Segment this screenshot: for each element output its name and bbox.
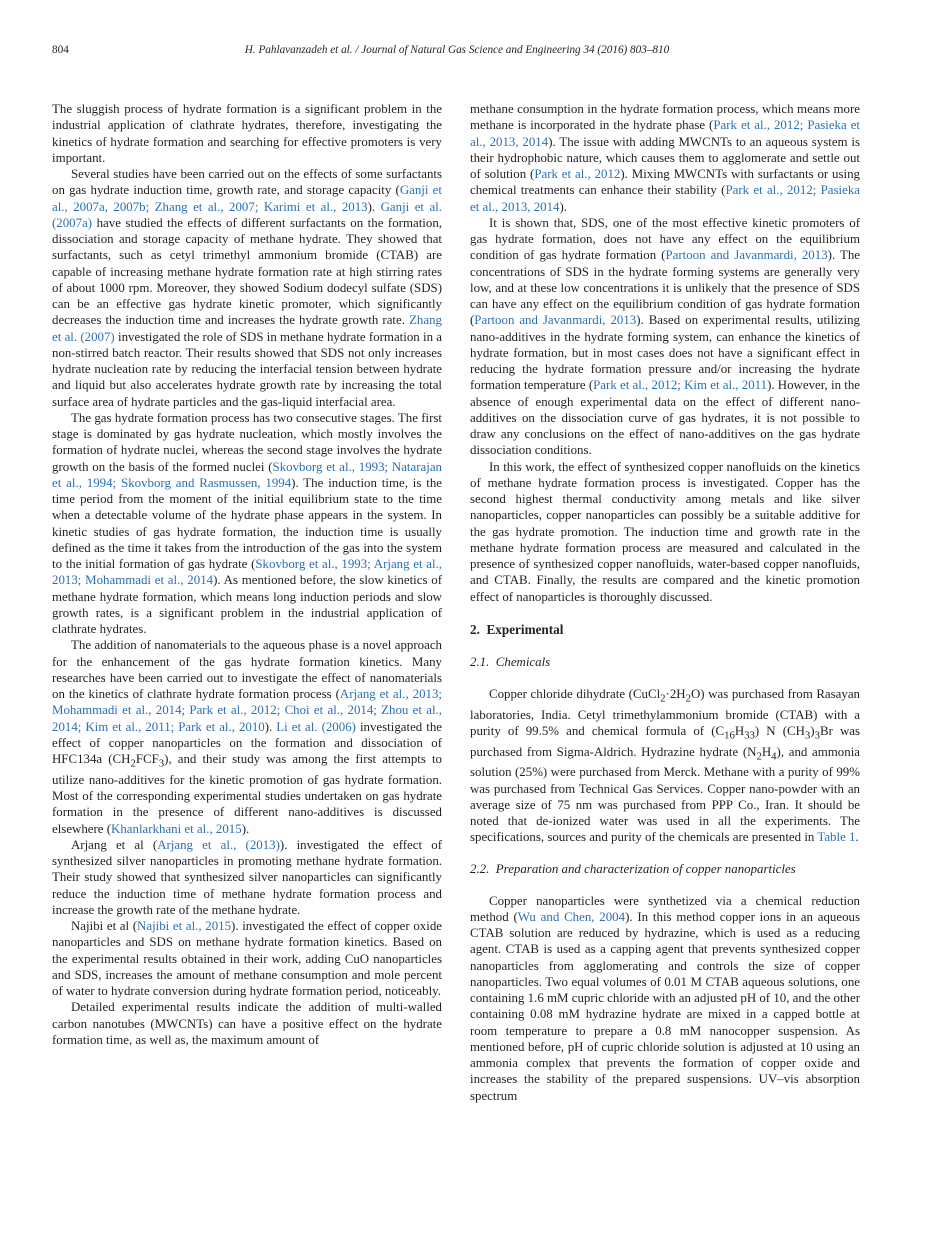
paragraph: Several studies have been carried out on the effects of some surfactants on gas hydrate induction time, growth rate, and storage capacity (Ganji et al., 2007a, 2007b; Zhang et al., 2007; Karimi et al., 2013). Ganji et al. (2007a) have studied the effects of different surfactants on the formation, dissociation and storage capacity of methane hydrate. They showed that surfactants, such as cetyl trimethyl ammonium bromide (CTAB) are capable of increasing methane hydrate formation rate at high stirring rates of about 1000 rpm. Moreover, they showed Sodium dodecyl sulfate (SDS) can be an effective gas hydrate kinetic promoter, which significantly decreases the induction time and increases the hydrate growth rate. Zhang et al. (2007) investigated the role of SDS in methane hydrate formation in a non-stirred batch reactor. Their results showed that SDS not only increases hydrate nucleation rate by reducing the interfacial tension between hydrate and liquid but also accelerates hydrate growth rate by increasing the total surface area of hydrate particles and the gas-liquid interfacial area. (52, 167, 443, 409)
paragraph: In this work, the effect of synthesized copper nanofluids on the kinetics of methane hydrate formation process is investigated. Copper has the second highest thermal conductivity among metals and like silver nanoparticles, copper nanoparticles can possibly be a suitable additive for the gas hydrate promotion. The induction time and growth rate in the methane hydrate formation process are measured and calculated in the presence of synthesized copper nanofluids, water-based copper nanofluids, and CTAB. Finally, the results are compared and the kinetic promotion effect of nanoparticles is thoroughly discussed. (470, 459, 860, 604)
citation-link[interactable]: Li et al. (2006) (276, 719, 356, 734)
subsection-heading: 2.2. Preparation and characterization of copper nanoparticles (470, 861, 796, 876)
citation-link[interactable]: Arjang et al., (2013) (157, 837, 280, 852)
citation-link[interactable]: Skovborg et al., 1993; Arjang et al., 2013; Mohammadi et al., 2014 (52, 557, 442, 588)
citation-link[interactable]: Park et al., 2012; Pasieka et al., 2013, 2014 (470, 183, 861, 214)
citation-link[interactable]: Ganji et al., 2007a, 2007b; Zhang et al., 2007; Karimi et al., 2013 (52, 183, 442, 214)
paragraph: methane consumption in the hydrate formation process, which means more methane is incorporated in the hydrate phase (Park et al., 2012; Pasieka et al., 2013, 2014). The issue with adding MWCNTs to an aqueous system is their hydrophobic nature, which causes them to agglomerate and settle out of solution (Park et al., 2012). Mixing MWCNTs with surfactants or using chemical treatments can enhance their stability (Park et al., 2012; Pasieka et al., 2013, 2014). (470, 102, 861, 214)
paragraph: Detailed experimental results indicate the addition of multi-walled carbon nanotubes (MWCNTs) can have a positive effect on the hydrate formation time, as well as, the maximum amount of (52, 1000, 442, 1047)
subsection-heading: 2.1. Chemicals (470, 654, 551, 669)
citation-link[interactable]: Skovborg et al., 1993; Natarajan et al., 1994; Skovborg and Rasmussen, 1994 (52, 459, 442, 490)
citation-link[interactable]: Zhang et al. (2007) (52, 313, 442, 344)
paragraph: Arjang et al (Arjang et al., (2013)). investigated the effect of synthesized silver nanoparticles in promoting methane hydrate formation. Their study showed that synthesized silver nanoparticles can significantly reduce the induction time of methane hydrate formation process and increase the growth rate of the methane hydrate. (52, 837, 442, 917)
running-header (52, 44, 862, 64)
citation-link[interactable]: Arjang et al., 2013; Mohammadi et al., 2014; Park et al., 2012; Choi et al., 2014; Zhou et al., 2014; Kim et al., 2011; Park et al., 2010 (52, 687, 442, 734)
citation-link[interactable]: Khanlarkhani et al., 2015 (111, 821, 242, 836)
paragraph: The addition of nanomaterials to the aqueous phase is a novel approach for the enhancement of the gas hydrate formation kinetics. Many researches have been carried out to investigate the effect of nanomaterials on the kinetics of clathrate hydrate formation process (Arjang et al., 2013; Mohammadi et al., 2014; Park et al., 2012; Choi et al., 2014; Zhou et al., 2014; Kim et al., 2011; Park et al., 2010). Li et al. (2006) investigated the effect of copper nanoparticles on the formation and dissociation of HFC134a $(CH_2FCF_3)$, and their study was among the first attempts to utilize nano-additives for the kinetic promotion of gas hydrate formation. Most of the corresponding experimental studies undertaken on gas hydrate formation in the presence of different nano-additives is discussed elsewhere (Khanlarkhani et al., 2015). (52, 638, 442, 836)
citation-link[interactable]: Park et al., 2012; Pasieka et al., 2013, 2014 (470, 118, 860, 149)
citation-link[interactable]: Najibi et al., 2015 (137, 919, 232, 934)
page-number: 804 (52, 44, 69, 56)
paragraph: Copper chloride dihydrate $(CuCl_2\cdot 2H_2O)$ was purchased from Rasayan laboratories, India. Cetyl trimethylammonium bromide (CTAB) with a purity of 99.5% and chemical formula of $(C_{16}H_{33})$ N $(CH_3)_3Br$ was purchased from Sigma-Aldrich. Hydrazine hydrate $(N_2H_4)$, and ammonia solution (25%) were purchased from Merck. Methane with a purity of 99% was purchased from Technical Gas Services. Copper nano-powder with an average size of 75 nm was purchased from PPP Co., Iran. It should be noted that de-ionized water was used in all the experiments. The specifications, sources and purity of the chemicals are presented in Table 1. (470, 686, 861, 845)
paragraph: The sluggish process of hydrate formation is a significant problem in the industrial application of clathrate hydrates, therefore, investigating the kinetics of hydrate formation and searching for effective promoters is very important. (52, 102, 442, 165)
section-heading: 2. Experimental (470, 621, 564, 637)
paragraph: It is shown that, SDS, one of the most effective kinetic promoters of gas hydrate formation, does not have any effect on the equilibrium condition of gas hydrate formation (Partoon and Javanmardi, 2013). The concentrations of SDS in the hydrate forming systems are generally very low, and at these low concentrations it is unlikely that the presence of SDS can have any effect on the equilibrium condition of gas hydrate formation (Partoon and Javanmardi, 2013). Based on experimental results, utilizing nano-additives in the hydrate forming system, can enhance the kinetics of hydrate formation, but in most cases does not have a significant effect in reducing the hydrate formation pressure and/or increasing the hydrate formation temperature (Park et al., 2012; Kim et al., 2011). However, in the absence of enough experimental data on the effect of different nano-additives on the dissociation curve of gas hydrates, it is not possible to draw any conclusions on the effect of nano-additives on the gas hydrate dissociation conditions. (470, 215, 860, 458)
paragraph: Najibi et al (Najibi et al., 2015). investigated the effect of copper oxide nanoparticles and SDS on methane hydrate formation kinetics. Based on the experimental results obtained in their work, adding CuO nanoparticles and SDS, increases the amount of methane consumption and mole percent of water to hydrate conversion during hydrate formation period, noticeably. (52, 919, 442, 999)
citation-link[interactable]: Park et al., 2012 (534, 167, 621, 181)
citation-link[interactable]: Wu and Chen, 2004 (517, 909, 626, 924)
paragraph: The gas hydrate formation process has two consecutive stages. The first stage is dominated by gas hydrate nucleation, which mostly involves the formation of hydrate nuclei, whereas the second stage involves the hydrate growth on the basis of the formed nuclei (Skovborg et al., 1993; Natarajan et al., 1994; Skovborg and Rasmussen, 1994). The induction time, is the time period from the moment of the initial equilibrium state to the time when a detectable volume of the hydrate phase appears in the system. In kinetic studies of gas hydrate formation, the induction time is usually defined as the time it takes from the introduction of the gas into the system to the initial formation of gas hydrate (Skovborg et al., 1993; Arjang et al., 2013; Mohammadi et al., 2014). As mentioned before, the slow kinetics of methane hydrate formation, which means long induction periods and slow growth rates, is a significant problem in the industrial application of clathrate hydrates. (52, 410, 442, 636)
running-title: H. Pahlavanzadeh et al. / Journal of Natural Gas Science and Engineering 34 (2016) 803–810 (244, 44, 670, 56)
paragraph: Copper nanoparticles were synthetized via a chemical reduction method (Wu and Chen, 2004). In this method copper ions in an aqueous CTAB solution are reduced by hydrazine, which is used as a reducing agent. CTAB is used as a capping agent that prevents synthesized copper nanoparticles from agglomerating and controls the size of copper nanoparticles. Two equal volumes of 0.01 M CTAB aqueous solutions, one containing 1.6 mM cupric chloride with an adjusted pH of 10, and the other containing 0.08 mM hydrazine hydrate are mixed in a capped bottle at room temperature to prepare a 0.8 mM nanocopper suspension. As mentioned before, pH of cupric chloride solution is adjusted at 10 using an ammonia complex that prevents the formation of copper oxide and increases the stability of the prepared suspensions. UV–vis absorption spectrum (470, 893, 860, 1103)
left-column (52, 101, 442, 1048)
citation-link[interactable]: Partoon and Javanmardi, 2013 (665, 248, 828, 263)
citation-link[interactable]: Partoon and Javanmardi, 2013 (474, 313, 637, 328)
citation-link[interactable]: Park et al., 2012; Kim et al., 2011 (593, 378, 768, 393)
right-column (470, 101, 860, 1104)
citation-link[interactable]: Ganji et al. (2007a) (52, 199, 442, 230)
table-reference-link[interactable]: Table 1 (817, 830, 856, 845)
